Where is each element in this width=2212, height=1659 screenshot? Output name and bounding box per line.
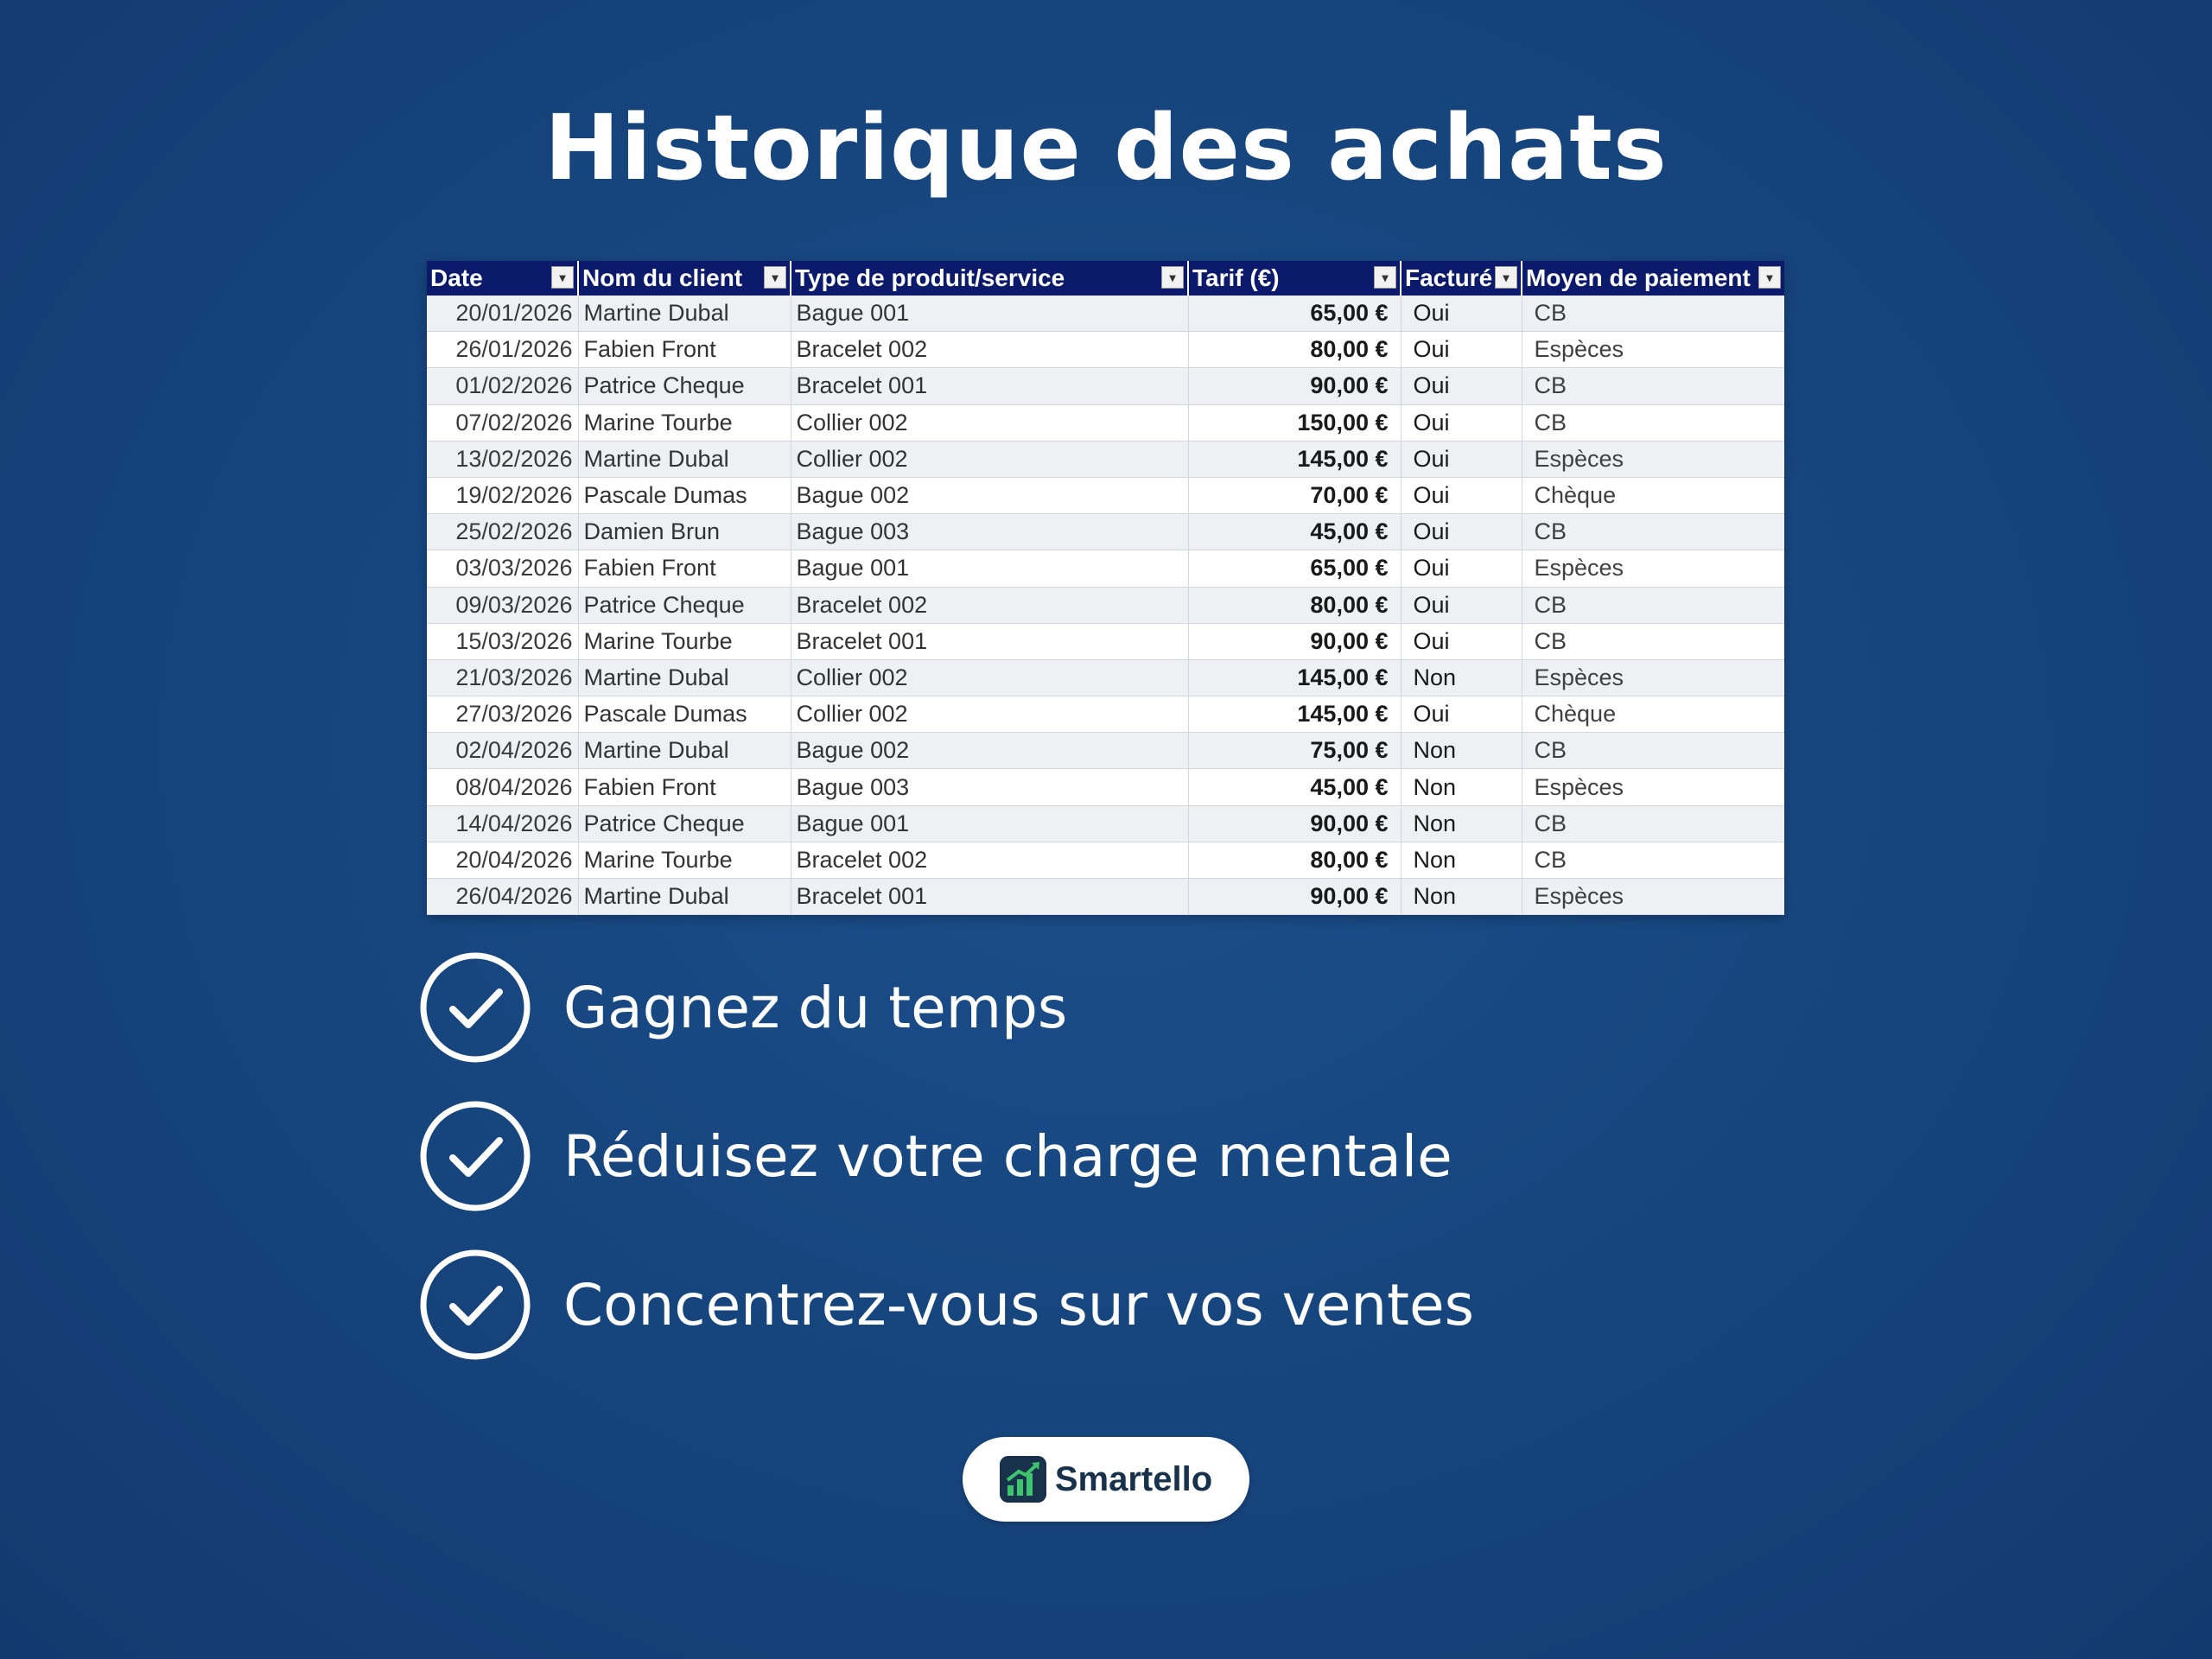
cell-payment[interactable]: Espèces [1522,441,1784,477]
filter-dropdown-icon[interactable]: ▾ [1758,266,1781,289]
cell-product[interactable]: Collier 002 [791,659,1188,696]
column-header-label: Moyen de paiement [1526,264,1751,291]
cell-client[interactable]: Patrice Cheque [578,805,791,842]
cell-date[interactable]: 15/03/2026 [427,623,578,659]
cell-client[interactable]: Marine Tourbe [578,623,791,659]
cell-product[interactable]: Bague 003 [791,769,1188,805]
cell-date[interactable]: 13/02/2026 [427,441,578,477]
page-title: Historique des achats [544,95,1668,200]
cell-price[interactable]: 65,00 € [1188,296,1401,332]
cell-product[interactable]: Bracelet 002 [791,587,1188,623]
cell-client[interactable]: Martine Dubal [578,733,791,769]
table-row [427,696,1784,733]
cell-date[interactable]: 14/04/2026 [427,805,578,842]
column-header-date[interactable] [427,261,578,296]
cell-client[interactable]: Fabien Front [578,332,791,368]
cell-date[interactable]: 21/03/2026 [427,659,578,696]
column-header-tarif[interactable] [1188,261,1401,296]
cell-price[interactable]: 80,00 € [1188,842,1401,878]
cell-invoiced[interactable]: Oui [1401,477,1522,513]
cell-price[interactable]: 65,00 € [1188,550,1401,587]
cell-invoiced[interactable]: Oui [1401,332,1522,368]
cell-product[interactable]: Bracelet 002 [791,332,1188,368]
table-row [427,550,1784,587]
cell-invoiced[interactable]: Non [1401,769,1522,805]
cell-invoiced[interactable]: Non [1401,659,1522,696]
cell-date[interactable]: 26/04/2026 [427,879,578,915]
cell-invoiced[interactable]: Oui [1401,623,1522,659]
table-row [427,659,1784,696]
cell-payment[interactable]: Espèces [1522,332,1784,368]
cell-payment[interactable]: CB [1522,587,1784,623]
cell-invoiced[interactable]: Oui [1401,696,1522,733]
cell-client[interactable]: Fabien Front [578,769,791,805]
cell-date[interactable]: 08/04/2026 [427,769,578,805]
cell-invoiced[interactable]: Non [1401,879,1522,915]
cell-payment[interactable]: CB [1522,404,1784,441]
filter-dropdown-icon[interactable]: ▾ [1374,266,1396,289]
logo-text: Smartello [1054,1459,1213,1498]
cell-payment[interactable]: Chèque [1522,696,1784,733]
benefit-label: Gagnez du temps [563,974,1068,1041]
cell-client[interactable]: Pascale Dumas [578,477,791,513]
table-row [427,514,1784,550]
benefit-label: Concentrez-vous sur vos ventes [563,1271,1475,1338]
cell-payment[interactable]: Espèces [1522,659,1784,696]
table-row [427,769,1784,805]
table-row [427,623,1784,659]
cell-product[interactable]: Bague 003 [791,514,1188,550]
table-row [427,296,1784,332]
cell-date[interactable]: 20/01/2026 [427,296,578,332]
cell-payment[interactable]: Espèces [1522,769,1784,805]
cell-product[interactable]: Bracelet 001 [791,879,1188,915]
cell-price[interactable]: 90,00 € [1188,879,1401,915]
filter-dropdown-icon[interactable]: ▾ [764,266,786,289]
bar-chart-logo-icon [1000,1456,1046,1503]
purchase-history-table [427,261,1784,915]
cell-payment[interactable]: CB [1522,733,1784,769]
cell-price[interactable]: 145,00 € [1188,441,1401,477]
cell-client[interactable]: Pascale Dumas [578,696,791,733]
cell-invoiced[interactable]: Oui [1401,514,1522,550]
cell-product[interactable]: Bracelet 001 [791,368,1188,404]
cell-invoiced[interactable]: Non [1401,733,1522,769]
cell-payment[interactable]: Espèces [1522,879,1784,915]
cell-price[interactable]: 90,00 € [1188,805,1401,842]
table-row [427,842,1784,878]
cell-price[interactable]: 45,00 € [1188,769,1401,805]
cell-product[interactable]: Collier 002 [791,404,1188,441]
cell-product[interactable]: Bague 002 [791,477,1188,513]
cell-price[interactable]: 80,00 € [1188,332,1401,368]
table-row [427,368,1784,404]
sort-filter-icon[interactable]: ▾ [551,266,574,289]
cell-date[interactable]: 07/02/2026 [427,404,578,441]
table-row [427,587,1784,623]
benefit-item [418,950,1474,1065]
cell-price[interactable]: 150,00 € [1188,404,1401,441]
table-row [427,733,1784,769]
cell-price[interactable]: 75,00 € [1188,733,1401,769]
cell-price[interactable]: 90,00 € [1188,623,1401,659]
cell-invoiced[interactable]: Oui [1401,368,1522,404]
cell-invoiced[interactable]: Oui [1401,404,1522,441]
check-circle-icon [418,1099,532,1213]
cell-date[interactable]: 20/04/2026 [427,842,578,878]
check-circle-icon [418,950,532,1065]
cell-client[interactable]: Martine Dubal [578,296,791,332]
cell-client[interactable]: Marine Tourbe [578,404,791,441]
cell-date[interactable]: 02/04/2026 [427,733,578,769]
benefit-item [418,1099,1474,1213]
cell-payment[interactable]: CB [1522,296,1784,332]
cell-client[interactable]: Patrice Cheque [578,587,791,623]
cell-client[interactable]: Martine Dubal [578,879,791,915]
cell-product[interactable]: Bague 001 [791,550,1188,587]
cell-price[interactable]: 145,00 € [1188,696,1401,733]
cell-payment[interactable]: CB [1522,842,1784,878]
cell-client[interactable]: Fabien Front [578,550,791,587]
table-header-row [427,261,1784,296]
cell-product[interactable]: Bague 001 [791,296,1188,332]
cell-price[interactable]: 90,00 € [1188,368,1401,404]
table-row [427,404,1784,441]
cell-payment[interactable]: CB [1522,514,1784,550]
cell-date[interactable]: 19/02/2026 [427,477,578,513]
cell-date[interactable]: 03/03/2026 [427,550,578,587]
cell-price[interactable]: 45,00 € [1188,514,1401,550]
cell-date[interactable]: 25/02/2026 [427,514,578,550]
cell-price[interactable]: 70,00 € [1188,477,1401,513]
filter-dropdown-icon[interactable]: ▾ [1161,266,1184,289]
cell-date[interactable]: 09/03/2026 [427,587,578,623]
cell-client[interactable]: Patrice Cheque [578,368,791,404]
cell-payment[interactable]: CB [1522,368,1784,404]
cell-product[interactable]: Bracelet 001 [791,623,1188,659]
table-row [427,879,1784,915]
table-row [427,441,1784,477]
table-row [427,477,1784,513]
column-header-label: Type de produit/service [795,264,1065,291]
benefits-list [418,950,1474,1396]
benefit-item [418,1248,1474,1362]
cell-invoiced[interactable]: Oui [1401,587,1522,623]
smartello-logo [963,1437,1249,1522]
cell-price[interactable]: 145,00 € [1188,659,1401,696]
column-header-label: Date [430,264,483,291]
cell-invoiced[interactable]: Non [1401,805,1522,842]
cell-payment[interactable]: Espèces [1522,550,1784,587]
cell-payment[interactable]: CB [1522,623,1784,659]
cell-product[interactable]: Bague 001 [791,805,1188,842]
table-body [427,296,1784,915]
cell-invoiced[interactable]: Non [1401,842,1522,878]
cell-client[interactable]: Martine Dubal [578,659,791,696]
cell-date[interactable]: 27/03/2026 [427,696,578,733]
table-row [427,805,1784,842]
cell-product[interactable]: Bague 002 [791,733,1188,769]
check-circle-icon [418,1248,532,1362]
column-header-paiement[interactable] [1522,261,1784,296]
column-header-facture[interactable] [1401,261,1522,296]
column-header-produit[interactable] [791,261,1188,296]
cell-date[interactable]: 26/01/2026 [427,332,578,368]
cell-product[interactable]: Collier 002 [791,696,1188,733]
benefit-label: Réduisez votre charge mentale [563,1122,1452,1190]
cell-client[interactable]: Martine Dubal [578,441,791,477]
cell-invoiced[interactable]: Oui [1401,296,1522,332]
column-header-client[interactable] [578,261,791,296]
cell-payment[interactable]: Chèque [1522,477,1784,513]
column-header-label: Nom du client [582,264,743,291]
cell-payment[interactable]: CB [1522,805,1784,842]
cell-date[interactable]: 01/02/2026 [427,368,578,404]
column-header-label: Facturé [1405,264,1493,291]
cell-invoiced[interactable]: Oui [1401,441,1522,477]
cell-client[interactable]: Damien Brun [578,514,791,550]
cell-price[interactable]: 80,00 € [1188,587,1401,623]
cell-product[interactable]: Collier 002 [791,441,1188,477]
cell-invoiced[interactable]: Oui [1401,550,1522,587]
cell-client[interactable]: Marine Tourbe [578,842,791,878]
filter-dropdown-icon[interactable]: ▾ [1495,266,1517,289]
table-row [427,332,1784,368]
column-header-label: Tarif (€) [1192,264,1280,291]
cell-product[interactable]: Bracelet 002 [791,842,1188,878]
